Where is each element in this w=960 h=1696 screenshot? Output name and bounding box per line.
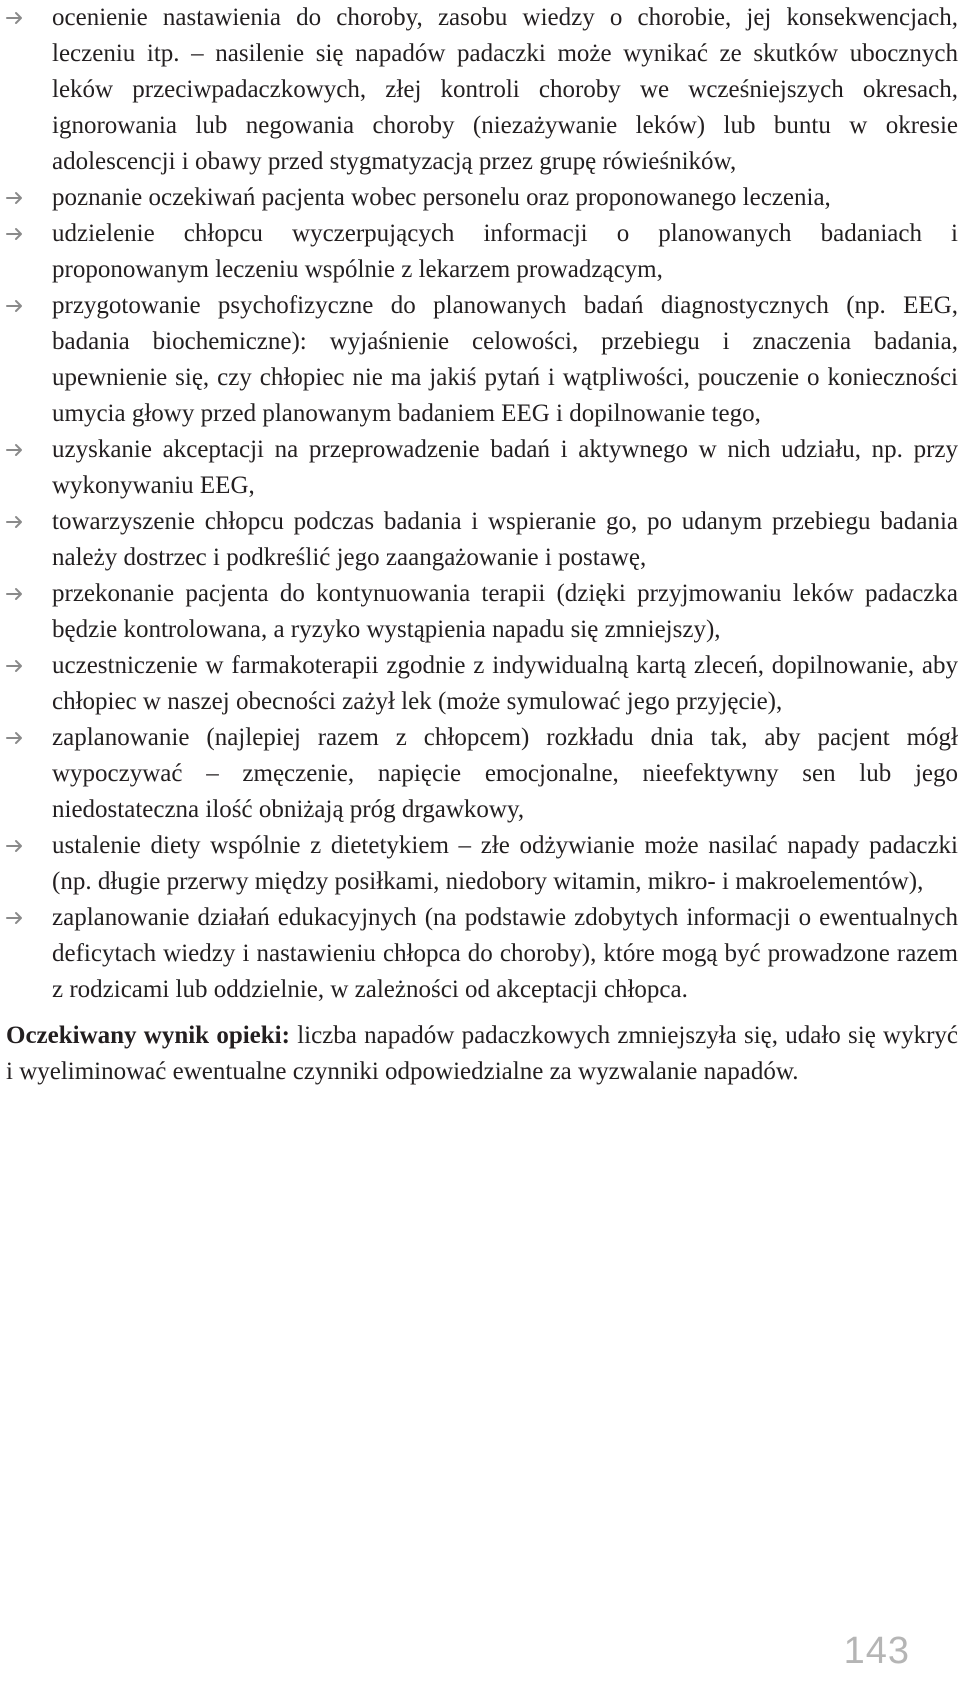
list-item-text: udzielenie chłopcu wyczerpujących informacji o planowanych badaniach i proponowanym leczeniu wspólnie z lekarzem prowadzącym,	[52, 220, 958, 283]
expected-outcome-paragraph	[6, 1018, 958, 1090]
list-item	[6, 828, 958, 900]
arrow-right-icon	[6, 837, 24, 855]
list-item	[6, 0, 958, 180]
list-item	[6, 288, 958, 432]
list-item-text: towarzyszenie chłopcu podczas badania i wspieranie go, po udanym przebiegu badania należy dostrzec i podkreślić jego zaangażowanie i postawę,	[52, 508, 958, 571]
list-item-text: przygotowanie psychofizyczne do planowanych badań diagnostycznych (np. EEG, badania biochemiczne): wyjaśnienie celowości, przebiegu i znaczenia badania, upewnienie się, czy chłopiec nie ma jakiś pytań i wątpliwości, pouczenie o konieczności umycia głowy przed planowanym badaniem EEG i dopilnowanie tego,	[52, 292, 958, 427]
list-item-text: zaplanowanie (najlepiej razem z chłopcem) rozkładu dnia tak, aby pacjent mógł wypoczywać – zmęczenie, napięcie emocjonalne, nieefektywny sen lub jego niedostateczna ilość obniżają próg drgawkowy,	[52, 724, 958, 823]
list-item-text: poznanie oczekiwań pacjenta wobec personelu oraz proponowanego leczenia,	[52, 184, 831, 211]
list-item	[6, 432, 958, 504]
arrow-right-icon	[6, 189, 24, 207]
arrow-right-icon	[6, 585, 24, 603]
arrow-right-icon	[6, 729, 24, 747]
list-item	[6, 720, 958, 828]
list-item	[6, 504, 958, 576]
list-item-text: uzyskanie akceptacji na przeprowadzenie badań i aktywnego w nich udziału, np. przy wykonywaniu EEG,	[52, 436, 958, 499]
arrow-right-icon	[6, 297, 24, 315]
expected-outcome-label: Oczekiwany wynik opieki:	[6, 1022, 290, 1049]
list-item	[6, 576, 958, 648]
arrow-right-icon	[6, 909, 24, 927]
arrow-right-icon	[6, 441, 24, 459]
list-item	[6, 216, 958, 288]
list-item	[6, 180, 958, 216]
page-number: 143	[843, 1630, 910, 1672]
document-page	[6, 0, 958, 1115]
list-item-text: ustalenie diety wspólnie z dietetykiem – złe odżywianie może nasilać napady padaczki (np. długie przerwy między posiłkami, niedobory witamin, mikro- i makroelementów),	[52, 832, 958, 895]
expected-outcome-text: liczba napadów padaczkowych zmniejszyła się, udało się wykryć i wyeliminować ewentualne czynniki odpowiedzialne za wyzwalanie napadów.	[6, 1022, 958, 1085]
arrow-right-icon	[6, 225, 24, 243]
arrow-right-icon	[6, 9, 24, 27]
list-item-text: ocenienie nastawienia do choroby, zasobu wiedzy o chorobie, jej konsekwencjach, leczeniu itp. – nasilenie się napadów padaczki może wynikać ze skutków ubocznych leków przeciwpadaczkowych, złej kontroli choroby we wcześniejszych okresach, ignorowania lub negowania choroby (niezażywanie leków) lub buntu w okresie adolescencji i obawy przed stygmatyzacją przez grupę rówieśników,	[52, 4, 958, 175]
arrow-right-icon	[6, 513, 24, 531]
list-item-text: zaplanowanie działań edukacyjnych (na podstawie zdobytych informacji o ewentualnych deficytach wiedzy i nastawieniu chłopca do choroby), które mogą być prowadzone razem z rodzicami lub oddzielnie, w zależności od akceptacji chłopca.	[52, 904, 958, 1003]
list-item-text: przekonanie pacjenta do kontynuowania terapii (dzięki przyjmowaniu leków padaczka będzie kontrolowana, a ryzyko wystąpienia napadu się zmniejszy),	[52, 580, 958, 643]
list-item	[6, 900, 958, 1008]
list-item-text: uczestniczenie w farmakoterapii zgodnie z indywidualną kartą zleceń, dopilnowanie, aby chłopiec w naszej obecności zażył lek (może symulować jego przyjęcie),	[52, 652, 958, 715]
arrow-right-icon	[6, 657, 24, 675]
list-item	[6, 648, 958, 720]
bullet-list	[6, 0, 958, 1008]
